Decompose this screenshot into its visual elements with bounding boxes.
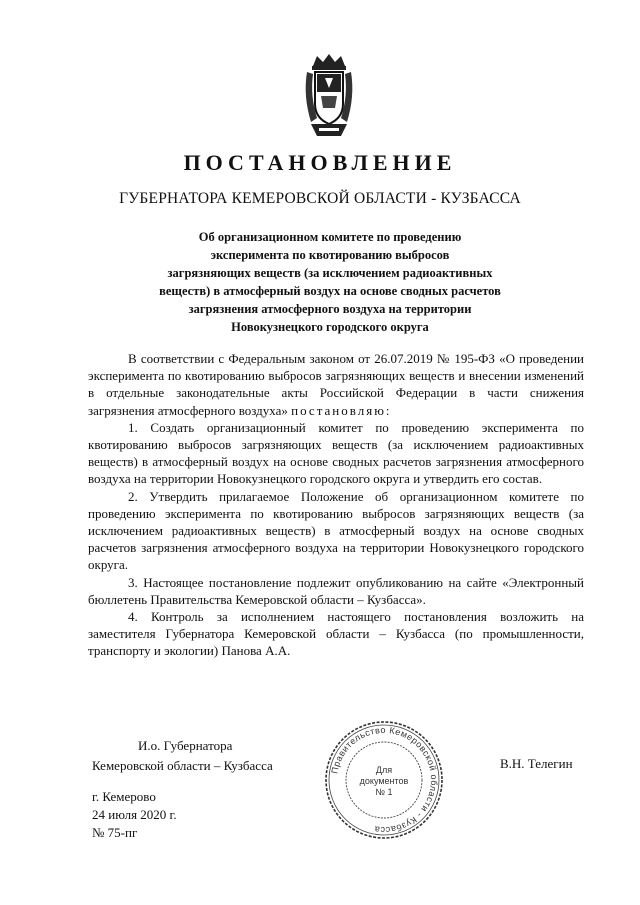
resolution-item-2: 2. Утвердить прилагаемое Положение об организационном комитете по проведению эксперимента по квотированию выбросов загрязняющих веществ (за исключением радиоактивных веществ) в атмосферный воздух на основе сводных расчетов загрязнения атмосферного воздуха на территории Новокузнецкого городского округа. [88,488,584,573]
issue-date: 24 июля 2020 г. [92,807,177,822]
issue-number: № 75-пг [92,825,138,840]
signatory-name: В.Н. Телегин [500,756,573,771]
stamp-ring-text: Правительство Кемеровской области - Кузбасса [329,724,440,836]
resolve-word: постановляю: [291,402,392,418]
position-line-1: И.о. Губернатора [138,738,233,753]
document-title: ПОСТАНОВЛЕНИЕ [183,150,457,175]
stamp-center-line-3: № 1 [375,787,393,797]
heading-line: Новокузнецкого городского округа [231,320,429,334]
document-subtitle: ГУБЕРНАТОРА КЕМЕРОВСКОЙ ОБЛАСТИ - КУЗБАССА [119,190,521,207]
heading-line: загрязняющих веществ (за исключением радиоактивных [167,266,493,280]
position-line-2: Кемеровской области – Кузбасса [92,758,273,773]
signature-position [92,736,273,776]
document-body [88,350,584,660]
stamp-center-line-2: документов [359,776,409,786]
preamble-paragraph [88,350,584,419]
resolution-item-1: 1. Создать организационный комитет по проведению эксперимента по квотированию выбросов загрязняющих веществ (за исключением радиоактивных веществ) в атмосферный воздух на основе сводных расчетов загрязнения атмосферного воздуха на территории Новокузнецкого городского округа и утвердить его состав. [88,419,584,487]
heading-line: веществ) в атмосферный воздух на основе сводных расчетов [159,284,501,298]
resolution-item-4: 4. Контроль за исполнением настоящего постановления возложить на заместителя Губернатора Кемеровской области – Кузбасса (по промышленности, транспорту и экологии) Панова А.А. [88,609,584,659]
resolution-item-3: 3. Настоящее постановление подлежит опубликованию на сайте «Электронный бюллетень Правительства Кемеровской области – Кузбасса». [88,574,584,607]
coat-of-arms-icon [301,52,357,140]
issue-details [92,788,177,842]
issue-place: г. Кемерово [92,789,156,804]
stamp-center-line-1: Для [375,765,393,775]
heading-line: загрязнения атмосферного воздуха на территории [188,302,472,316]
heading-line: эксперимента по квотированию выбросов [210,248,450,262]
heading-line: Об организационном комитете по проведению [198,230,462,244]
document-heading [140,228,520,336]
official-stamp [322,718,446,842]
preamble-text: В соответствии с Федеральным законом от 26.07.2019 № 195-ФЗ «О проведении эксперимента по квотированию выбросов загрязняющих веществ и внесении изменений в отдельные законодательные акты Российской Федерации в части снижения загрязнения атмосферного воздуха» [88,351,584,418]
